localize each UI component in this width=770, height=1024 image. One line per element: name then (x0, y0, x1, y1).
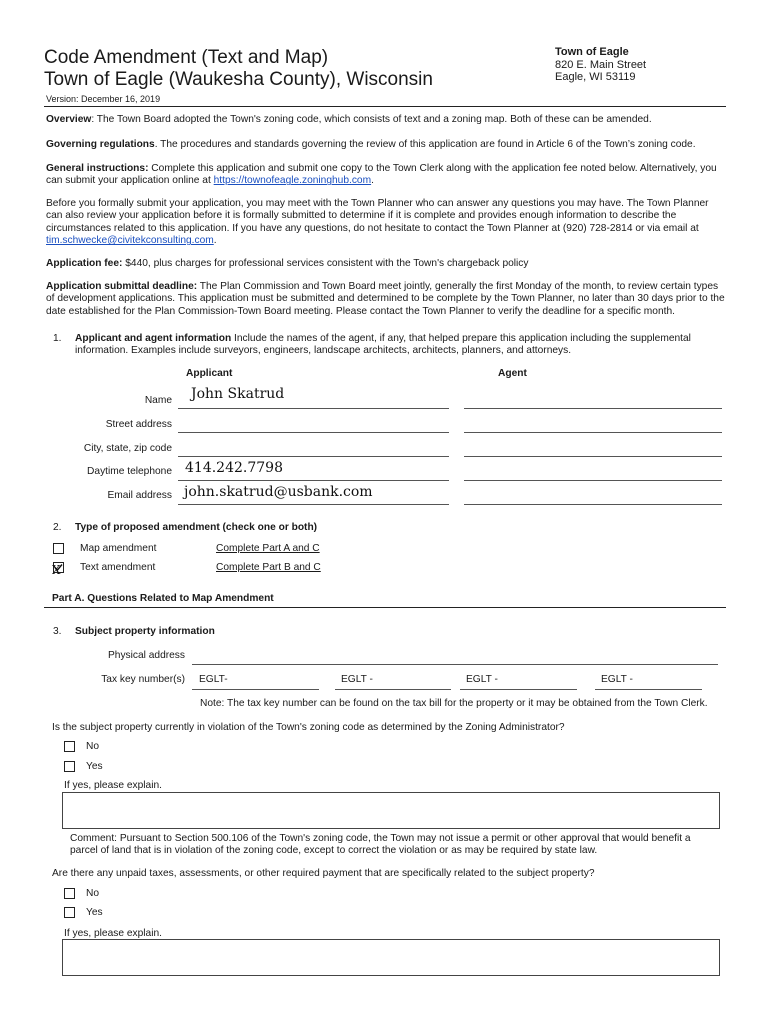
applicant-street-field[interactable] (178, 432, 449, 433)
telephone-label: Daytime telephone (87, 466, 172, 477)
part-a-heading (52, 593, 452, 605)
section2-number: 2. (53, 522, 62, 533)
applicant-email-field[interactable] (178, 504, 449, 505)
overview-text: : The Town Board adopted the Town's zoning code, which consists of text and a zoning map. Both of these can be amended. (91, 114, 652, 125)
applicant-telephone-value[interactable]: 414.242.7798 (185, 460, 283, 476)
text-amendment-instruction: Complete Part B and C (216, 562, 321, 573)
section1-number: 1. (53, 333, 62, 344)
violation-comment: Comment: Pursuant to Section 500.106 of the Town's zoning code, the Town may not issue a permit or other approval that would benefit a parcel of land that is in violation of the zoning code, except to correct the violation or as may be required by state law. (70, 833, 691, 857)
name-label: Name (144, 395, 172, 406)
physical-address-label: Physical address (107, 650, 185, 661)
fee-label: Application fee: (46, 258, 123, 269)
section2-label: Type of proposed amendment (check one or both) (75, 522, 318, 533)
map-amendment-label: Map amendment (80, 543, 157, 554)
violation-yes-label: Yes (86, 761, 103, 772)
email-label: Email address (107, 490, 172, 501)
tax-key-4-prefix: EGLT - (601, 674, 633, 685)
tax-key-3-prefix: EGLT - (466, 674, 498, 685)
general-end: . (371, 175, 374, 187)
agent-name-field[interactable] (464, 408, 722, 409)
general-text: Complete this application and submit one copy to the Town Clerk along with the application fee noted below. Alternatively, you can submit your application online at (46, 163, 717, 187)
tax-key-label: Tax key number(s) (101, 674, 185, 685)
section3-label: Subject property information (75, 626, 215, 637)
applicant-name-value[interactable]: John Skatrud (191, 386, 285, 402)
taxes-explain-textarea[interactable] (62, 939, 720, 976)
taxes-no-label: No (86, 888, 100, 899)
org-name: Town of Eagle (555, 46, 629, 58)
planner-text: Before you formally submit your application, you may meet with the Town Planner who can answer any questions you may have. The Town Planner can also review your application before it is formally submitted to determine if it is complete and provides enough information to describe the circumstances related to this application. If you have any questions, do not hesitate to contact the Town Planner at (920) 728-2814 or via email at (46, 198, 709, 234)
city-state-zip-label: City, state, zip code (83, 443, 172, 454)
agent-city-field[interactable] (464, 456, 722, 457)
tax-key-1-prefix: EGLT- (199, 674, 228, 685)
violation-explain-label: If yes, please explain. (64, 780, 162, 791)
taxes-yes-checkbox[interactable] (64, 907, 75, 918)
violation-no-label: No (86, 741, 100, 752)
tax-key-4-field[interactable] (595, 689, 702, 690)
text-amendment-label: Text amendment (80, 562, 156, 573)
section1-label: Applicant and agent information (75, 333, 232, 344)
governing-paragraph (46, 139, 726, 151)
map-amendment-checkbox[interactable] (53, 543, 64, 554)
version-text: Version: December 16, 2019 (46, 94, 161, 104)
header-divider (44, 106, 726, 107)
tax-key-2-prefix: EGLT - (341, 674, 373, 685)
general-label: General instructions: (46, 163, 149, 174)
tax-key-2-field[interactable] (335, 689, 451, 690)
tax-key-note: Note: The tax key number can be found on the tax bill for the property or it may be obtained from the Town Clerk. (200, 698, 708, 709)
fee-paragraph (46, 258, 726, 270)
governing-text: . The procedures and standards governing the review of this application are found in Article 6 of the Town’s zoning code. (154, 139, 696, 150)
violation-no-checkbox[interactable] (64, 741, 75, 752)
taxes-question: Are there any unpaid taxes, assessments, or other required payment that are specifically related to the subject property? (52, 868, 595, 879)
form-subtitle: Town of Eagle (Waukesha County), Wisconsin (44, 69, 433, 90)
section3-heading (75, 626, 375, 638)
zoninghub-link[interactable]: https://townofeagle.zoninghub.com (213, 175, 372, 187)
deadline-label: Application submittal deadline: (46, 281, 198, 292)
overview-paragraph (46, 114, 726, 126)
text-amendment-x-mark: X (52, 563, 61, 577)
form-title: Code Amendment (Text and Map) (44, 47, 329, 68)
applicant-email-value[interactable]: john.skatrud@usbank.com (184, 484, 373, 500)
violation-question: Is the subject property currently in violation of the Town's zoning code as determined by the Zoning Administrator? (52, 722, 565, 733)
general-instructions-paragraph (46, 163, 726, 188)
planner-email-link[interactable]: tim.schwecke@civitekconsulting.com (46, 235, 214, 247)
section3-number: 3. (53, 626, 62, 637)
violation-explain-textarea[interactable] (62, 792, 720, 829)
applicant-name-field[interactable] (178, 408, 449, 409)
physical-address-field[interactable] (192, 664, 718, 665)
org-address-line1: 820 E. Main Street (555, 59, 647, 71)
planner-paragraph (46, 198, 726, 248)
violation-yes-checkbox[interactable] (64, 761, 75, 772)
street-address-label: Street address (105, 419, 172, 430)
section1-text: Include the names of the agent, if any, that helped prepare this application including the supplemental information. Examples include surveyors, engineers, landscape architects, architects, planners, and attorneys. (75, 333, 691, 357)
deadline-paragraph (46, 281, 726, 318)
tax-key-1-field[interactable] (192, 689, 319, 690)
part-a-heading-text: Part A. Questions Related to Map Amendment (52, 593, 274, 604)
applicant-header-label: Applicant (186, 368, 233, 379)
applicant-column-header (186, 368, 306, 380)
org-address-line2: Eagle, WI 53119 (555, 71, 636, 83)
agent-column-header (498, 368, 618, 380)
fee-text: $440, plus charges for professional services consistent with the Town's chargeback policy (122, 258, 529, 269)
applicant-city-field[interactable] (178, 456, 449, 457)
tax-key-3-field[interactable] (460, 689, 577, 690)
agent-street-field[interactable] (464, 432, 722, 433)
agent-telephone-field[interactable] (464, 480, 722, 481)
map-amendment-instruction: Complete Part A and C (216, 543, 320, 554)
section2-heading (75, 522, 475, 534)
agent-email-field[interactable] (464, 504, 722, 505)
section1-description (75, 333, 715, 358)
taxes-no-checkbox[interactable] (64, 888, 75, 899)
planner-end: . (213, 235, 217, 247)
agent-header-label: Agent (498, 368, 527, 379)
taxes-explain-label: If yes, please explain. (64, 928, 162, 939)
overview-label: Overview (46, 114, 92, 125)
governing-label: Governing regulations (46, 139, 155, 150)
taxes-yes-label: Yes (86, 907, 103, 918)
applicant-telephone-field[interactable] (178, 480, 449, 481)
deadline-text: The Plan Commission and Town Board meet jointly, generally the first Monday of the month, to review certain types of development applications. This application must be submitted and determined to be complete by the Town Planner, no later than 30 days prior to the date established for the Plan Commission-Town Board meeting. Please contact the Town Planner to verify the deadline for a specific month. (46, 281, 725, 317)
part-a-divider (44, 607, 726, 608)
